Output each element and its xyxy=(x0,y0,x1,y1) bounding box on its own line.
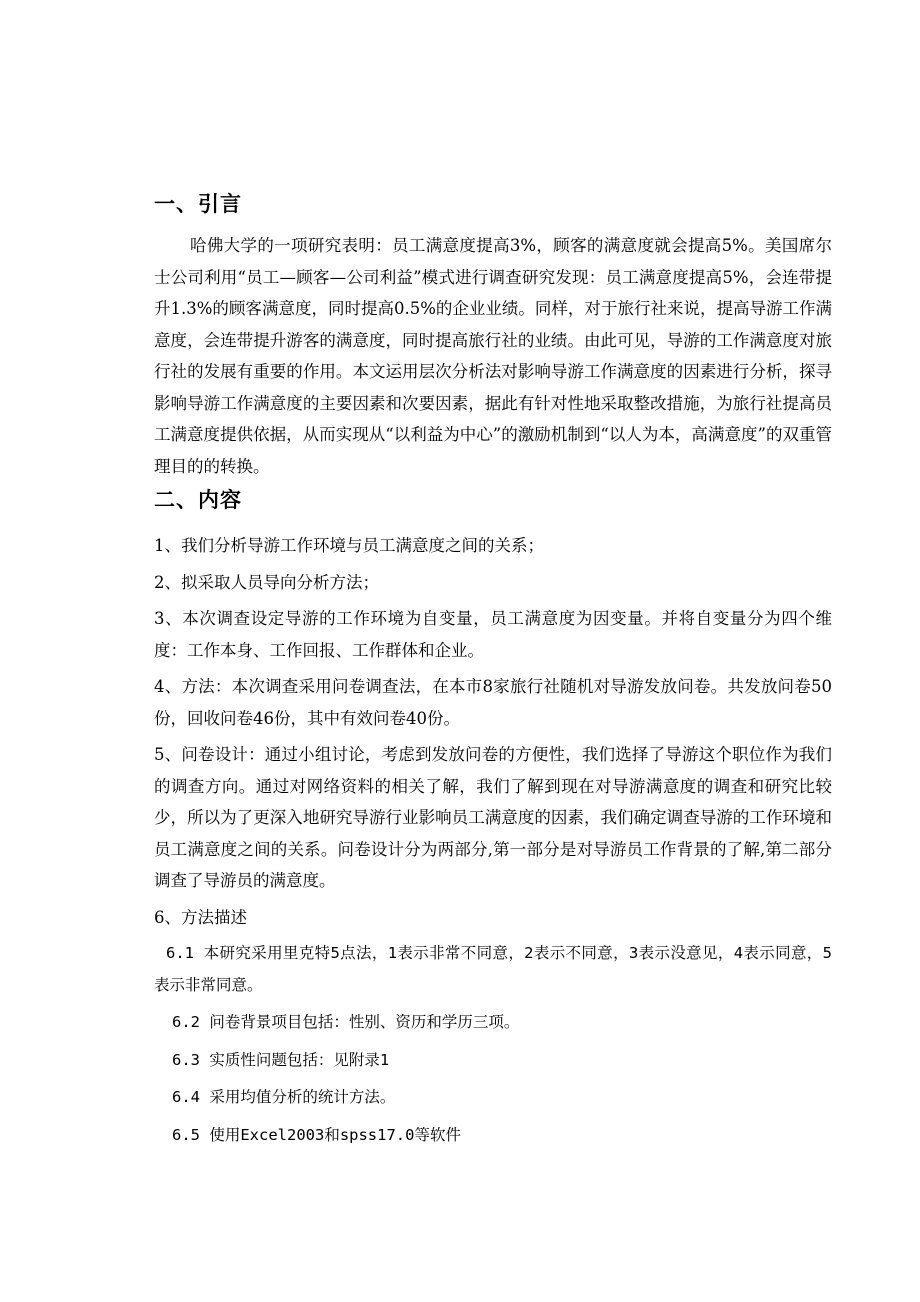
content-item-3: 3、本次调查设定导游的工作环境为自变量，员工满意度为因变量。并将自变量分为四个维度：工作本身、工作回报、工作群体和企业。 xyxy=(154,609,832,660)
method-subitem-6-2: 6.2 问卷背景项目包括：性别、资历和学历三项。 xyxy=(172,1013,520,1031)
section-heading-content: 二、内容 xyxy=(154,488,242,512)
method-subitem-6-5: 6.5 使用Excel2003和spss17.0等软件 xyxy=(172,1125,461,1144)
document-page xyxy=(154,188,832,1157)
content-item-6: 6、方法描述 xyxy=(154,907,247,927)
introduction-paragraph: 哈佛大学的一项研究表明：员工满意度提高3%，顾客的满意度就会提高5%。美国席尔士公司利用“员工—顾客—公司利益”模式进行调查研究发现：员工满意度提高5%，会连带提升1.3%的顾客满意度，同时提高0.5%的企业业绩。同样，对于旅行社来说，提高导游工作满意度，会连带提升游客的满意度，同时提高旅行社的业绩。由此可见，导游的工作满意度对旅行社的发展有重要的作用。本文运用层次分析法对影响导游工作满意度的因素进行分析，探寻影响导游工作满意度的主要因素和次要因素，据此有针对性地采取整改措施，为旅行社提高员工满意度提供依据，从而实现从“以利益为中心”的激励机制到“以人为本，高满意度”的双重管理目的的转换。 xyxy=(154,236,832,476)
method-subitem-6-1: 6.1 本研究采用里克特5点法，1表示非常不同意，2表示不同意，3表示没意见，4表示同意，5表示非常同意。 xyxy=(154,944,832,994)
method-subitem-6-3: 6.3 实质性问题包括：见附录1 xyxy=(172,1050,390,1069)
content-item-5: 5、问卷设计：通过小组讨论，考虑到发放问卷的方便性，我们选择了导游这个职位作为我们的调查方向。通过对网络资料的相关了解，我们了解到现在对导游满意度的调查和研究比较少，所以为了更深入地研究导游行业影响员工满意度的因素，我们确定调查导游的工作环境和员工满意度之间的关系。问卷设计分为两部分,第一部分是对导游员工作背景的了解,第二部分调查了导游员的满意度。 xyxy=(154,745,832,890)
content-item-1: 1、我们分析导游工作环境与员工满意度之间的关系； xyxy=(154,536,544,555)
method-subitem-6-4: 6.4 采用均值分析的统计方法。 xyxy=(172,1088,396,1106)
section-heading-introduction: 一、引言 xyxy=(154,192,242,216)
content-item-4: 4、方法：本次调查采用问卷调查法，在本市8家旅行社随机对导游发放问卷。共发放问卷50份，回收问卷46份，其中有效问卷40份。 xyxy=(154,677,832,728)
content-item-2: 2、拟采取人员导向分析方法； xyxy=(154,572,379,592)
